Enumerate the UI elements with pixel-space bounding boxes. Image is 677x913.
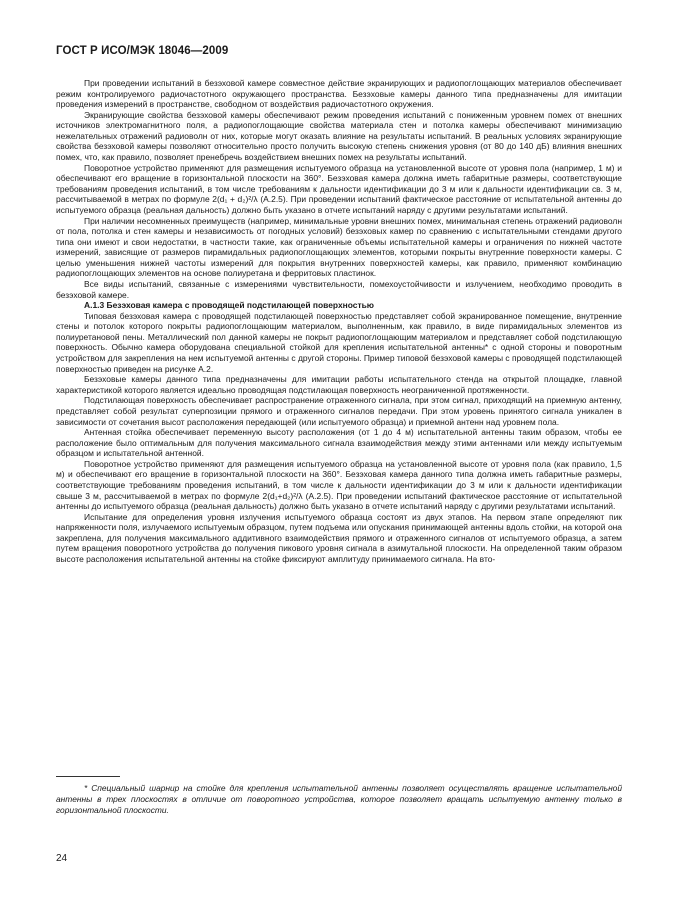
paragraph: При наличии несомненных преимуществ (например, минимальные уровни внешних помех, минимальная степень отражений радиоволн от пола, потолка и стен камеры и независимость от погодных условий) безэховых камер по сравнению с испытательными стендами другого типа они имеют и свои недостатки, в частности такие, как ограниченные объемы испытательной камеры и ограничения по нижней частоте измерений, зависящие от размеров пирамидальных радиопоглощающих элементов, которыми покрыты внутренние поверхности камеры. С целью уменьшения нижней частоты измерений для покрытия внутренних поверхностей камеры, как правило, применяют комбинацию радиопоглощающих элементов на основе полиуретана и ферритовых пластинок. (56, 215, 622, 279)
page-number: 24 (56, 853, 68, 864)
paragraph: Все виды испытаний, связанные с измерениями чувствительности, помехоустойчивости и излучением, необходимо проводить в безэховой камере. (56, 278, 622, 300)
paragraph: Безэховые камеры данного типа предназначены для имитации работы испытательного стенда на открытой площадке, главной характеристикой которого является идеально проводящая подстилающая поверхность неограниченной протяженности. (56, 374, 622, 395)
footnote-text: * Специальный шарнир на стойке для крепления испытательной антенны позволяет осуществлять вращение испытательной антенны в трех плоскостях в отличие от поворотного устройства, которое позволяет вращать испытуемую антенну только в горизонтальной плоскости. (56, 783, 622, 815)
paragraph: Типовая безэховая камера с проводящей подстилающей поверхностью представляет собой экранированное помещение, внутренние стены и потолок которого покрыты радиопоглощающим материалом, выполненным, как правило, в виде пирамидальных элементов из полиуретановой пены. Металлический пол данной камеры не покрыт радиопоглощающим материалом и представляет собой подстилающую поверхность. Обычно камера оборудована специальной стойкой для крепления испытательной антенны* с одной стороны и поворотным устройством для закрепления на нем испытуемой антенны с другой стороны. Пример типовой безэховой камеры с проводящей подстилающей поверхностью приведен на рисунке А.2. (56, 310, 622, 374)
section-heading: А.1.3 Безэховая камера с проводящей подстилающей поверхностью (84, 300, 375, 311)
body-text (56, 78, 622, 565)
footnote (56, 783, 622, 816)
paragraph: При проведении испытаний в безэховой камере совместное действие экранирующих и радиопоглощающих материалов обеспечивает режим контролируемого радиочастотного окружающего пространства. Безэховые камеры данного типа предназначены для имитации проведения измерений в пространстве, свободном от воздействия радиочастотного окружения. (56, 78, 622, 110)
paragraph: Испытание для определения уровня излучения испытуемого образца состоят из двух этапов. На первом этапе определяют пик напряженности поля, излучаемого испытуемым образцом, путем подъема или опускания принимающей антенны вдоль стойки, на которой она закреплена, для получения максимального аддитивного взаимодействия прямого и отраженного сигналов от испытуемого образца, а затем путем вращения поворотного устройства до получения пикового уровня сигнала в азимутальной плоскости. На определенной таким образом высоте расположения испытательной антенны на стойке фиксируют амплитуду принимаемого сигнала. На вто- (56, 511, 622, 565)
footnote-separator (56, 776, 120, 777)
paragraph: Экранирующие свойства безэховой камеры обеспечивают режим проведения испытаний с пониженным уровнем помех от внешних источников электромагнитного поля, а радиопоглощающие свойства материала стен и потолка камеры обеспечивают минимизацию нежелательных отражений радиоволн от них, которые могут оказать влияние на результаты испытаний. В реальных условиях экранирующие свойства безэховой камеры позволяют относительно просто получить высокую степень снижения уровня (от 80 до 140 дБ) влияния внешних помех, что, как правило, позволяет пренебречь воздействием внешних помех на результаты испытаний. (56, 109, 622, 163)
document-header: ГОСТ Р ИСО/МЭК 18046—2009 (56, 45, 229, 57)
paragraph: Поворотное устройство применяют для размещения испытуемого образца на установленной высоте от уровня пола (например, 1 м) и обеспечивают его вращение в горизонтальной плоскости на 360°. Безэховая камера должна иметь габаритные размеры, соответствующие требованиям проведения испытаний, в том числе требованиям к дальности идентификации до 3 м или к дальности идентификации св. 3 м, рассчитываемой в метрах по формуле 2(d₁ + d₂)²/λ (А.2.5). При проведении испытаний фактическое расстояние от испытательной антенны до испытуемого образца (реальная дальность) должно быть указано в отчете испытаний наряду с другими результатами испытаний. (56, 162, 622, 215)
paragraph: Подстилающая поверхность обеспечивает распространение отраженного сигнала, при этом сигнал, приходящий на приемную антенну, представляет собой результат суперпозиции прямого и отраженного сигналов передачи. При этом уровень принятого сигнала уникален в зависимости от сочетания высот расположения передающей (или испытуемого образца) и приемной антенн над уровнем пола. (56, 395, 622, 427)
paragraph: Антенная стойка обеспечивает переменную высоту расположения (от 1 до 4 м) испытательной антенны таким образом, чтобы ее расположение было оптимальным для получения максимального сигнала взаимодействия между этими антеннами или между испытуемым образцом и испытательной антенной. (56, 427, 622, 459)
paragraph: Поворотное устройство применяют для размещения испытуемого образца на установленной высоте от уровня пола (как правило, 1,5 м) и обеспечивают его вращение в горизонтальной плоскости на 360°. Безэховая камера данного типа должна иметь габаритные размеры, соответствующие требованиям проведения испытаний, в том числе к дальности идентификации до 3 м или к дальности идентификации свыше 3 м, рассчитываемой в метрах по формуле 2(d₁+d₂)²/λ (А.2.5). При проведении испытаний фактическое расстояние от испытательной антенны до испытуемого образца (реальная дальность) должно быть указано в отчете испытаний наряду с другими результатами испытаний. (56, 458, 622, 512)
